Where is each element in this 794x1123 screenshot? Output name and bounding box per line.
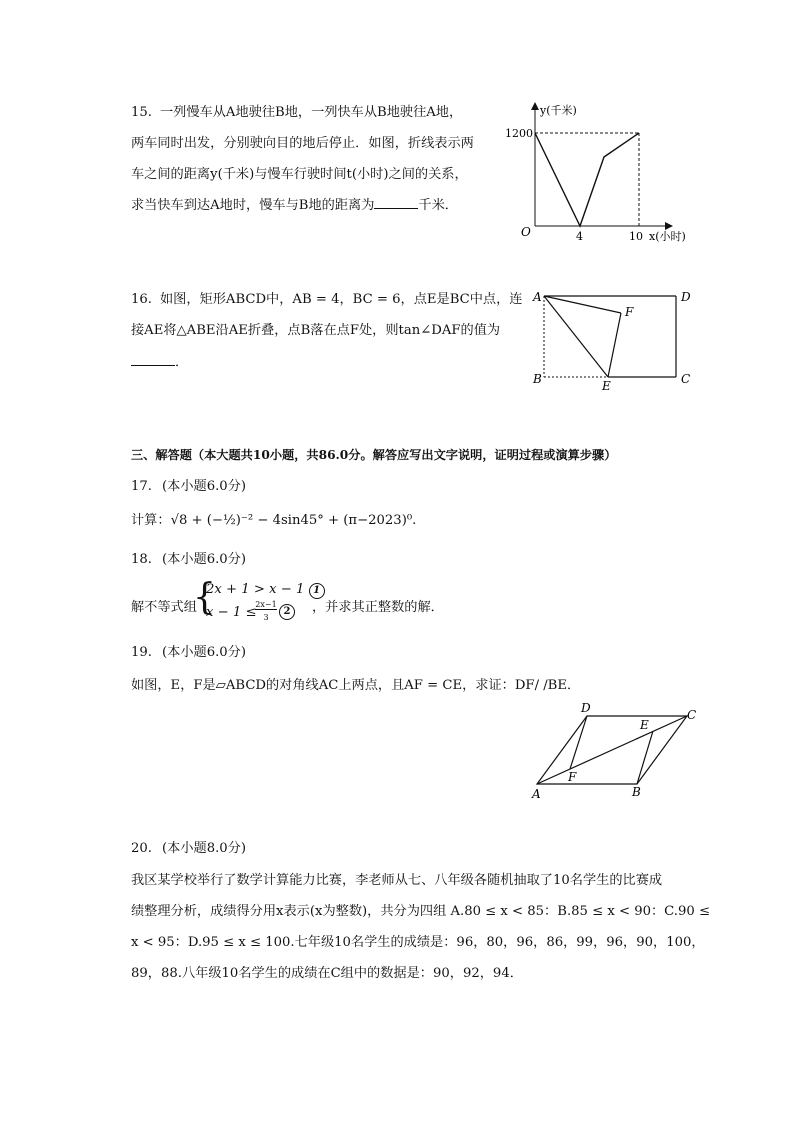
q19-number: 19. [131, 645, 152, 660]
q15-number: 15. [131, 105, 152, 120]
q17-question [131, 514, 416, 527]
x-axis-arrow [665, 222, 673, 230]
q15-line-4-unit: 千米． [418, 198, 458, 213]
x-axis-label: x(小时) [649, 230, 686, 243]
section-3-heading: 三、解答题（本大题共10小题，共86.0分。解答应写出文字说明，证明过程或演算步骤） [131, 448, 617, 462]
q15-line-4-text: 求当快车到达A地时，慢车与B地的距离为 [131, 198, 375, 213]
point-F: F [568, 770, 577, 784]
distance-polyline [535, 133, 639, 226]
origin-label: O [521, 225, 531, 239]
point-D: D [681, 290, 691, 304]
q16-line-2: 接AE将△ABE沿AE折叠，点B落在点F处，则tan∠DAF的值为 [131, 323, 501, 338]
y-axis-label: y(千米) [540, 104, 577, 117]
q16-rectangle-figure [530, 288, 700, 393]
q16-answer-blank [131, 364, 175, 366]
q18-number: 18. [131, 552, 152, 567]
q15-line-2: 两车同时出发，分别驶向目的地后停止．如图，折线表示两 [131, 136, 474, 151]
q18-mark-1: 1 [309, 583, 325, 599]
q18-fraction-numerator: 2x−1 [255, 600, 277, 609]
q20-line-1: 我区某学校举行了数学计算能力比赛，李老师从七、八年级各随机抽取了10名学生的比赛成 [131, 873, 663, 888]
q15-distance-graph [505, 100, 695, 245]
point-D: D [581, 701, 591, 715]
point-A: A [533, 290, 542, 304]
q18-mark-2-wrap [279, 604, 295, 620]
q16-line-1: 如图，矩形ABCD中，AB = 4，BC = 6，点E是BC中点，连 [160, 292, 523, 307]
q15-line-1: 一列慢车从A地驶往B地，一列快车从B地驶往A地， [160, 105, 463, 120]
q18-fraction-denominator: 3 [263, 613, 269, 622]
point-C: C [681, 372, 691, 386]
point-C: C [687, 708, 697, 722]
q15-line-4 [131, 199, 458, 212]
q15-answer-blank [374, 207, 418, 209]
y-axis-arrow [531, 102, 539, 110]
segment-BE [637, 731, 653, 784]
q19-parallelogram-figure [527, 700, 707, 805]
q16-line-3-end: ． [175, 355, 189, 370]
point-E: E [602, 379, 611, 393]
q16-line-3 [131, 356, 188, 369]
point-B: B [533, 372, 542, 386]
q18-system-brace: { [193, 577, 216, 618]
q18-ineq1-text: 2x + 1 > x − 1 [206, 582, 305, 597]
q17-prefix: 计算： [131, 513, 171, 528]
point-E: E [640, 718, 649, 732]
q20-line-3: x < 95：D.95 ≤ x ≤ 100.七年级10名学生的成绩是：96，80，96，86，99，96，90，100， [131, 935, 705, 950]
segment-FE [608, 313, 621, 377]
q20-number: 20. [131, 841, 152, 856]
diagonal-AC [537, 716, 687, 784]
q16-number: 16. [131, 292, 152, 307]
q20-line-4: 89，88.八年级10名学生的成绩在C组中的数据是：90，92，94． [131, 966, 523, 981]
q18-inequality-2-left: x − 1 ≤ [206, 605, 257, 620]
q18-mark-2: 2 [279, 604, 295, 620]
point-B: B [632, 785, 641, 799]
q19-score: (本小题6.0分) [162, 645, 247, 660]
segment-DF [570, 716, 587, 769]
point-F: F [625, 305, 634, 319]
q18-inequality-1 [206, 583, 325, 599]
x-tick-4: 4 [576, 230, 583, 243]
q17-expression: √8 + (−½)⁻² − 4sin45° + (π−2023)⁰. [170, 513, 417, 528]
q20-score: (本小题8.0分) [162, 841, 247, 856]
q19-question: 如图，E，F是▱ABCD的对角线AC上两点，且AF = CE，求证：DF/ /BE． [131, 678, 581, 693]
q17-score: (本小题6.0分) [162, 479, 247, 494]
q15-line-3: 车之间的距离y(千米)与慢车行驶时间t(小时)之间的关系， [131, 167, 468, 182]
q18-suffix: ，并求其正整数的解． [312, 600, 444, 615]
q20-line-2: 绩整理分析，成绩得分用x表示(x为整数)，共分为四组 A.80 ≤ x < 85：B.85 ≤ x < 90：C.90 ≤ [131, 904, 711, 919]
q18-prefix: 解不等式组 [131, 600, 197, 615]
y-tick-1200: 1200 [505, 127, 533, 140]
q18-score: (本小题6.0分) [162, 552, 247, 567]
q17-number: 17. [131, 479, 152, 494]
x-tick-10: 10 [629, 230, 643, 243]
point-A: A [532, 787, 541, 801]
